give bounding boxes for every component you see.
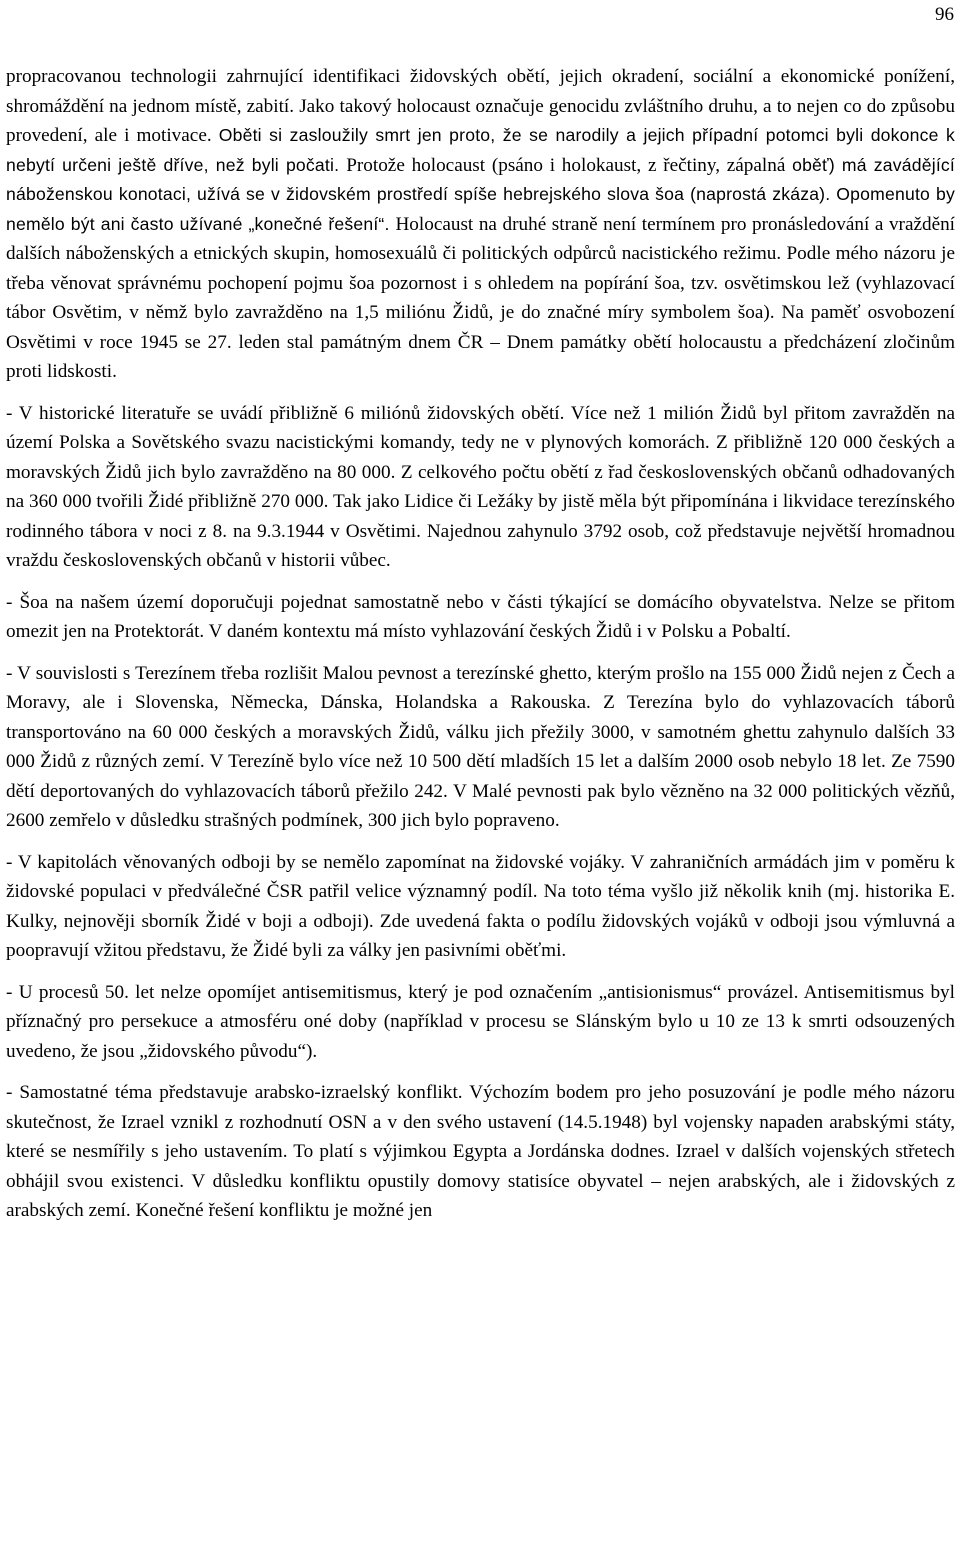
paragraph-terezin xyxy=(6,659,955,836)
paragraph-victims xyxy=(6,399,955,576)
text-segment: - Šoa na našem území doporučuji pojednat samostatně nebo v části týkající se domácího obyvatelstva. Nelze se přitom omezit jen na Protektorát. V daném kontextu má místo vyhlazování českých Židů i v Polsku a Pobaltí. xyxy=(6,591,955,642)
text-segment: Holocaust na druhé straně není termínem pro pronásledování a vraždění dalších náboženských a etnických skupin, homosexuálů či politických odpůrců nacistického režimu. Podle mého názoru je třeba věnovat správnému pochopení pojmu šoa pozornost i s ohledem na popírání šoa, tzv. osvětimskou lež (vyhlazovací tábor Osvětim, v němž bylo zavražděno na 1,5 miliónu Židů, je do značné míry symbolem šoa). Na paměť osvobození Osvětimi v roce 1945 se 27. leden stal památným dnem ČR – Dnem památky obětí holocaustu a předcházení zločinům proti lidskosti. xyxy=(6,213,956,382)
text-segment: - V kapitolách věnovaných odboji by se nemělo zapomínat na židovské vojáky. V zahraničních armádách jim v poměru k židovské populaci v předválečné ČSR patřil velice významný podíl. Na toto téma vyšlo již několik knih (mj. historika E. Kulky, nejnověji sborník Židé v boji a odboji). Zde uvedená fakta o podílu židovských vojáků v odboji jsou výmluvná a poopravují vžitou představu, že Židé byli za války jen pasivními oběťmi. xyxy=(6,851,955,961)
document-body xyxy=(6,62,955,1238)
text-segment: - Samostatné téma představuje arabsko-izraelský konflikt. Výchozím bodem pro jeho posuzování je podle mého názoru skutečnost, že Izrael vznikl z rozhodnutí OSN a v den svého ustavení (14.5.1948) byl vojensky napaden arabskými státy, které se nesmířily s jeho ustavením. To platí s výjimkou Egypta a Jordánska dodnes. Izrael v dalších vojenských střetech obhájil svou existenci. V důsledku konfliktu opustily domovy statisíce obyvatel – nejen arabských, ale i židovských z arabských zemí. Konečné řešení konfliktu je možné jen xyxy=(6,1082,955,1221)
text-segment: - V historické literatuře se uvádí přibližně 6 miliónů židovských obětí. Více než 1 milión Židů byl přitom zavražděn na území Polska a Sovětského svazu nacistickými komandy, tedy ne v plynových komorách. Z přibližně 120 000 českých a moravských Židů jich bylo zavražděno na 80 000. Z celkového počtu obětí z řad československých občanů odhadovaných na 360 000 tvořili Židé přibližně 270 000. Tak jako Lidice či Ležáky by jistě měla být připomínána i likvidace terezínského rodinného tábora v noci z 8. na 9.3.1944 v Osvětimi. Najednou zahynulo 3792 osob, což představuje největší hromadnou vraždu československých občanů v historii vůbec. xyxy=(6,402,955,571)
text-segment: propracovanou technologii zahrnující identifikaci židovských obětí, jejich okradení, sociální a ekonomické ponížení, shromáždění na jednom místě, zabití. Jako takový holocaust označuje genocidu zvláštního druhu, a to nejen co do způsobu provedení, ale i motivace. xyxy=(6,66,955,146)
paragraph-shoah-territory xyxy=(6,588,955,647)
paragraph-resistance xyxy=(6,848,955,966)
text-segment: Protože holocaust (psáno i holokaust, z řečtiny, zápalná xyxy=(346,154,793,176)
paragraph-trials xyxy=(6,978,955,1067)
text-segment: - U procesů 50. let nelze opomíjet antisemitismus, který je pod označením „antisionismus“ provázel. Antisemitismus byl příznačný pro persekuce a atmosféru oné doby (například v procesu se Slánským bylo u 10 ze 13 k smrti odsouzených uvedeno, že jsou „židovského původu“). xyxy=(6,981,955,1062)
text-segment: oběť) má zavádějící náboženskou konotaci, užívá se v židovském prostředí spíše hebrejského slova šoa (naprostá zkáza). Opomenuto by nemělo být ani často užívané „konečné řešení“. xyxy=(6,154,955,234)
paragraph-intro xyxy=(6,62,955,387)
page-number: 96 xyxy=(935,4,954,25)
paragraph-conflict xyxy=(6,1078,955,1226)
text-segment: - V souvislosti s Terezínem třeba rozlišit Malou pevnost a terezínské ghetto, kterým prošlo na 155 000 Židů nejen z Čech a Moravy, ale i Slovenska, Německa, Dánska, Holandska a Rakouska. Z Terezína bylo do vyhlazovacích táborů transportováno na 60 000 českých a moravských Židů, válku jich přežily 3000, v samotném ghettu zahynulo dalších 33 000 Židů z různých zemí. V Terezíně bylo více než 10 500 dětí mladších 15 let a dalším 2000 osob nebylo 18 let. Ze 7590 dětí deportovaných do vyhlazovacích táborů přežilo 242. V Malé pevnosti pak bylo vězněno na 32 000 politických vězňů, 2600 zemřelo v důsledku strašných podmínek, 300 jich bylo popraveno. xyxy=(6,662,955,831)
text-segment: Oběti si zasloužily smrt jen proto, že se narodily a jejich případní potomci byli dokonce k nebytí určeni ještě dříve, než byli počati. xyxy=(6,125,955,175)
